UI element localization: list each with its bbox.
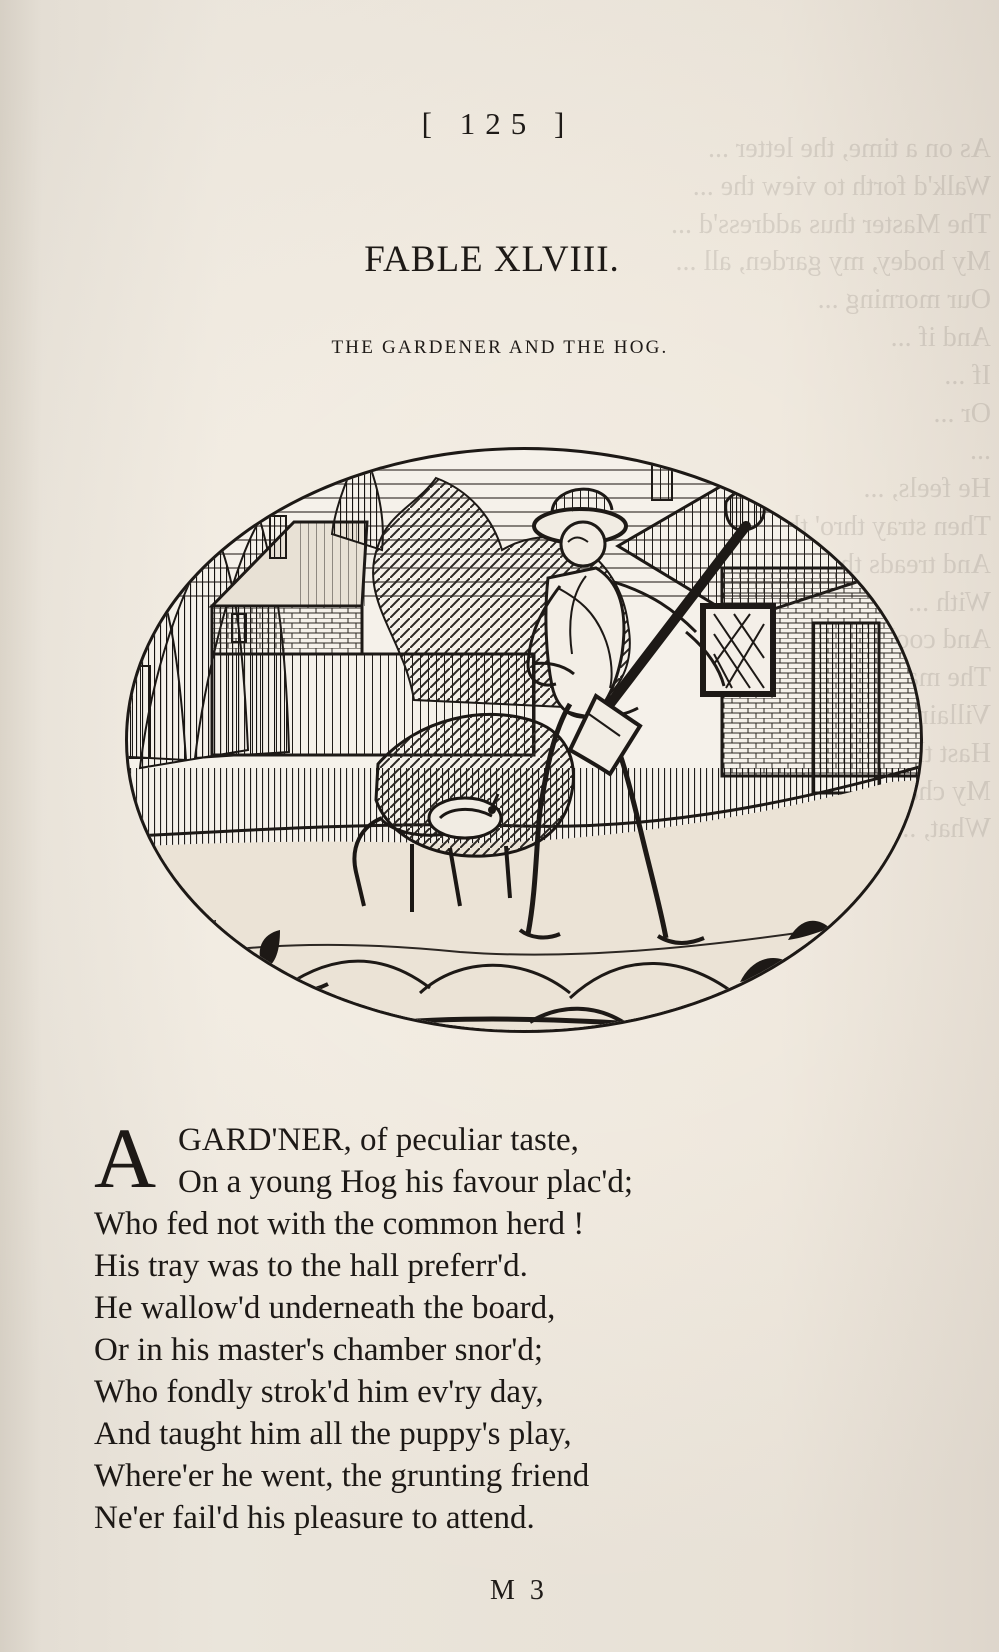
poem-line-7: Who fondly strok'd him ev'ry day,: [94, 1374, 544, 1410]
fable-title: FABLE XLVIII.: [364, 239, 620, 280]
reverse-bleed-through: As on a time, the letter ... Walk'd forth to view the ... The Master thus address'd ... My hodey, my garden, all ... Our morning ... And if ... If ... Or ... ... He feels, ... Then stray thro' the garden ... And treads the ... With ... And cools ... The master ... Villain, ... Hast My charge ... What, ...: [662, 133, 991, 845]
folio: [ 125 ]: [421, 106, 575, 141]
poem-line-5: He wallow'd underneath the board,: [94, 1290, 556, 1326]
drop-cap: A: [94, 1110, 157, 1206]
poem-line-8: And taught him all the puppy's play,: [94, 1416, 572, 1452]
fable-subtitle: THE GARDENER AND THE HOG.: [331, 337, 669, 358]
poem-line-1: GARD'NER, of peculiar taste,: [178, 1122, 579, 1158]
poem-block: [94, 1110, 814, 1564]
poem-line-4: His tray was to the hall preferr'd.: [94, 1248, 528, 1284]
poem-line-2: On a young Hog his favour plac'd;: [178, 1164, 634, 1200]
woodcut-illustration: [100, 418, 947, 1061]
signature-mark: M 3: [490, 1575, 548, 1606]
poem-line-6: Or in his master's chamber snor'd;: [94, 1332, 544, 1368]
poem-line-10: Ne'er fail'd his pleasure to attend.: [94, 1500, 535, 1536]
poem-line-3: Who fed not with the common herd !: [94, 1206, 585, 1242]
poem-line-9: Where'er he went, the grunting friend: [94, 1458, 590, 1494]
